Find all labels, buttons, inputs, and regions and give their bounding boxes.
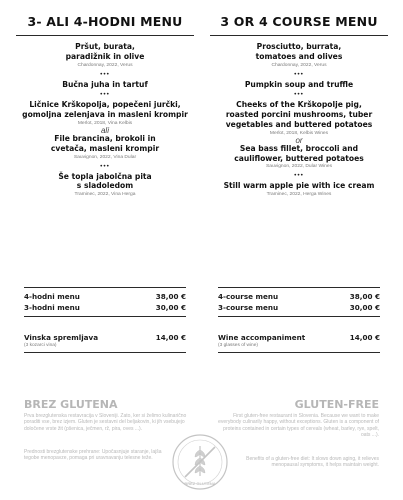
course-3-wine: Merlot, 2018, Kelbis Wines [269, 130, 329, 136]
course-3-wine: Merlot, 2018, Vina Kelbis [77, 120, 133, 126]
course-4-line-2: cauliflower, buttered potatoes [234, 153, 364, 163]
gluten-free-intro-sl: Prva brezglutenska restavracija v Sloveniji. Zato, ker si želimo kulinarično poraditi vse, brez izjem. Gluten je sestavni del beljakovin, ki jih vsebujejo določene vrste žit (pšenica, ječmen, rž, pira, oves ...). [24, 413, 187, 432]
course-1-wine: Chardonnay, 2022, Verus [77, 62, 133, 68]
price-row-3-course [24, 302, 186, 313]
gluten-free-benefits-sl: Prednosti brezglutenske prehrane: Upočasnjuje staranje, lajša tegobe menopavze, pomaga pri uravnavanju telesne teže. [24, 449, 162, 462]
price-row-3-course [218, 302, 380, 313]
gluten-free-title-sl: BREZ GLUTENA [24, 398, 118, 411]
course-4-line-1: Sea bass fillet, broccoli and [239, 143, 359, 153]
course-3-line-1: Ličnice Krškopolja, popečeni jurčki, [29, 100, 181, 110]
dots-separator: ••• [294, 172, 304, 180]
price-value: 38,00 € [155, 292, 186, 301]
course-1-line-1: Prosciutto, burrata, [256, 42, 342, 51]
gluten-free-logo-icon [170, 432, 230, 492]
course-3-line-2: gomoljna zelenjava in masleni krompir [22, 110, 188, 120]
wine-pairing-note: (3 glasses of wine) [218, 343, 258, 348]
wine-pairing-sl [24, 328, 186, 353]
wine-pairing-row [24, 332, 186, 343]
course-5-line-1: Še topla jabolčna pita [58, 171, 152, 181]
price-list-sl [24, 287, 186, 317]
price-row-4-course [218, 291, 380, 302]
dots-separator: ••• [100, 70, 110, 78]
or-separator: or [295, 135, 303, 145]
course-4-line-2: cvetača, masleni krompir [50, 143, 160, 153]
wine-pairing-note: (3 kozarci vina) [24, 343, 57, 348]
course-3-line-2: roasted porcini mushrooms, tuber [225, 110, 373, 120]
gluten-free-intro-en: First gluten-free restaurant in Slovenia. Because we want to make everybody culinarily happy, without exceptions. Gluten is a component of proteins contained in certain types of cereals (wheat, barley, rye, spelt, oats ...). [218, 413, 379, 439]
price-value: 30,00 € [155, 303, 186, 312]
course-2: Pumpkin soup and truffle [244, 79, 354, 89]
wine-pairing-label: Wine accompaniment [218, 333, 306, 342]
course-5: Still warm apple pie with ice cream [223, 181, 375, 191]
course-5-wine: Traminec, 2022, Vina Herga [74, 192, 136, 198]
course-1-wine: Chardonnay, 2022, Verus [271, 62, 327, 68]
wine-pairing-price: 14,00 € [155, 333, 186, 342]
course-1-line-1: Pršut, burata, [75, 42, 135, 51]
dots-separator: ••• [100, 91, 110, 99]
price-list-en [218, 287, 380, 317]
logo-text: BREZ GLUTENA [184, 481, 216, 486]
course-4-wine: Sauvignon, 2022, Vina Dular [73, 154, 137, 160]
price-row-4-course [24, 291, 186, 302]
divider [16, 35, 194, 36]
menu-title-sl: 3- ALI 4-HODNI MENU [27, 14, 183, 29]
course-3-line-1: Cheeks of the Krškopolje pig, [236, 100, 362, 110]
course-5-wine: Traminec, 2022, Herga Wines [266, 192, 332, 198]
course-5-line-2: s sladoledom [76, 181, 134, 191]
divider [210, 35, 388, 36]
wine-pairing-en [218, 328, 380, 353]
dots-separator: ••• [294, 91, 304, 99]
price-label: 3-course menu [218, 303, 279, 312]
wine-pairing-label: Vinska spremljava [24, 333, 99, 342]
wine-pairing-price: 14,00 € [349, 333, 380, 342]
or-separator: ali [100, 125, 109, 135]
course-1-line-2: tomatoes and olives [255, 51, 343, 61]
dots-separator: ••• [100, 162, 110, 170]
course-4-wine: Sauvignon, 2022, Dular Wines [265, 164, 333, 170]
menu-title-en: 3 OR 4 COURSE MENU [220, 14, 378, 29]
price-label: 4-course menu [218, 292, 279, 301]
wine-pairing-row [218, 332, 380, 343]
course-2: Bučna juha in tartuf [62, 79, 148, 89]
price-value: 38,00 € [349, 292, 380, 301]
price-label: 4-hodni menu [24, 292, 80, 301]
course-1-line-2: paradižnik in olive [65, 51, 145, 61]
gluten-free-title-en: GLUTEN-FREE [294, 398, 379, 411]
slovenian-menu-column [16, 14, 194, 198]
english-menu-column [210, 14, 388, 198]
course-4-line-1: File brancina, brokoli in [54, 133, 156, 143]
course-3-line-3: vegetables and buttered potatoes [225, 119, 373, 129]
dots-separator: ••• [294, 70, 304, 78]
price-value: 30,00 € [349, 303, 380, 312]
gluten-free-benefits-en: Benefits of a gluten-free diet: It slows down aging, it relieves menopausal symptoms, it helps maintain weight. [246, 456, 379, 469]
price-label: 3-hodni menu [24, 303, 80, 312]
